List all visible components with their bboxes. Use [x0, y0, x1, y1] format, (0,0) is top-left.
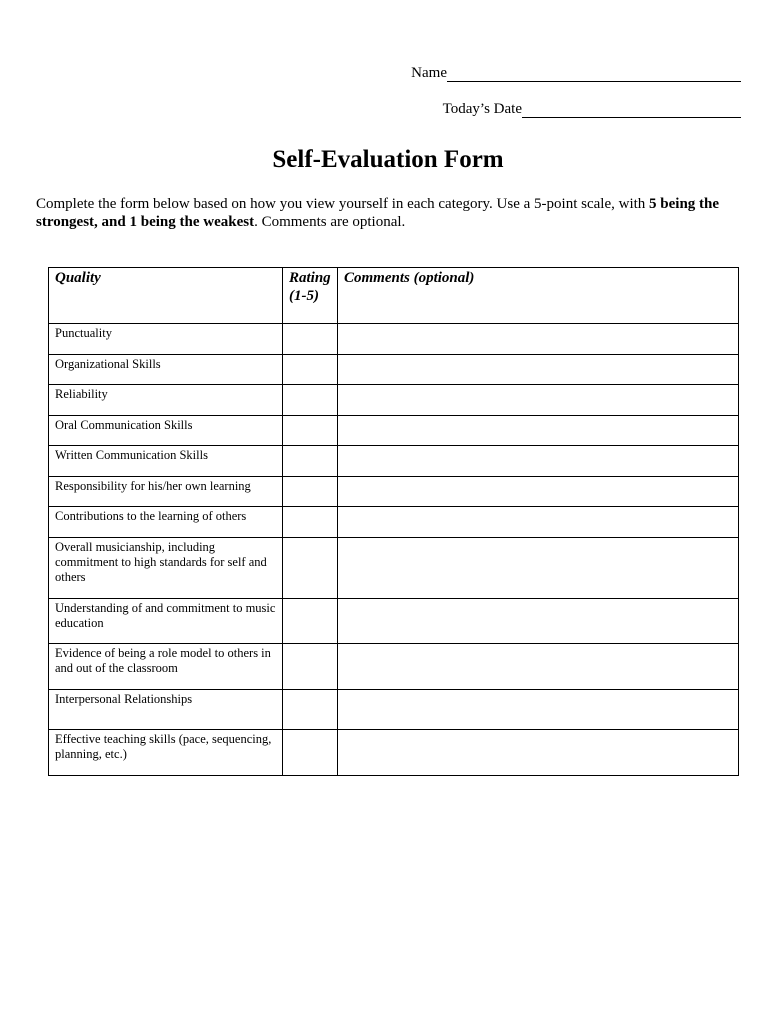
date-field[interactable]	[443, 100, 741, 118]
comments-cell[interactable]	[338, 538, 739, 599]
quality-cell: Written Communication Skills	[49, 446, 283, 477]
date-blank-line[interactable]	[522, 103, 741, 118]
quality-cell: Effective teaching skills (pace, sequencing, planning, etc.)	[49, 730, 283, 776]
comments-cell[interactable]	[338, 507, 739, 538]
quality-cell: Evidence of being a role model to others in and out of the classroom	[49, 644, 283, 690]
quality-cell: Understanding of and commitment to music education	[49, 599, 283, 644]
instructions-text-start: Complete the form below based on how you view yourself in each category. Use a 5-point scale, with	[36, 196, 650, 212]
rating-cell[interactable]	[283, 355, 338, 385]
name-label: Name	[411, 65, 447, 81]
table-row	[49, 477, 739, 507]
quality-cell: Oral Communication Skills	[49, 416, 283, 446]
rating-cell[interactable]	[283, 730, 338, 776]
table-row	[49, 416, 739, 446]
comments-column-header: Comments (optional)	[338, 268, 739, 324]
comments-cell[interactable]	[338, 644, 739, 690]
quality-column-header: Quality	[49, 268, 283, 324]
rating-cell[interactable]	[283, 477, 338, 507]
rating-cell[interactable]	[283, 416, 338, 446]
comments-cell[interactable]	[338, 690, 739, 730]
comments-cell[interactable]	[338, 730, 739, 776]
rating-cell[interactable]	[283, 538, 338, 599]
table-row	[49, 446, 739, 477]
table-row	[49, 690, 739, 730]
comments-cell[interactable]	[338, 416, 739, 446]
rating-cell[interactable]	[283, 507, 338, 538]
comments-cell[interactable]	[338, 599, 739, 644]
comments-cell[interactable]	[338, 385, 739, 416]
rating-header-scale: (1-5)	[289, 287, 319, 304]
table-row	[49, 355, 739, 385]
rating-cell[interactable]	[283, 690, 338, 730]
rating-cell[interactable]	[283, 644, 338, 690]
rating-cell[interactable]	[283, 324, 338, 355]
rating-cell[interactable]	[283, 385, 338, 416]
rating-cell[interactable]	[283, 599, 338, 644]
quality-cell: Reliability	[49, 385, 283, 416]
evaluation-table	[48, 267, 739, 776]
instructions-paragraph	[36, 195, 736, 231]
quality-cell: Interpersonal Relationships	[49, 690, 283, 730]
comments-cell[interactable]	[338, 477, 739, 507]
table-header-row	[49, 268, 739, 324]
rating-header-label: Rating	[289, 270, 331, 286]
comments-cell[interactable]	[338, 355, 739, 385]
table-row	[49, 538, 739, 599]
page-title: Self-Evaluation Form	[272, 146, 504, 173]
table-row	[49, 324, 739, 355]
instructions-scale-emphasis: 5 being the strongest, and 1 being the weakest	[36, 196, 720, 230]
rating-cell[interactable]	[283, 446, 338, 477]
rating-column-header	[283, 268, 338, 324]
quality-cell: Overall musicianship, including commitment to high standards for self and others	[49, 538, 283, 599]
comments-cell[interactable]	[338, 324, 739, 355]
comments-cell[interactable]	[338, 446, 739, 477]
quality-cell: Contributions to the learning of others	[49, 507, 283, 538]
table-row	[49, 599, 739, 644]
instructions-text-end: . Comments are optional.	[254, 214, 406, 230]
date-label: Today’s Date	[442, 101, 522, 117]
table-row	[49, 385, 739, 416]
quality-cell: Responsibility for his/her own learning	[49, 477, 283, 507]
quality-cell: Organizational Skills	[49, 355, 283, 385]
table-row	[49, 507, 739, 538]
name-blank-line[interactable]	[447, 67, 741, 82]
quality-cell: Punctuality	[49, 324, 283, 355]
table-row	[49, 730, 739, 776]
name-field[interactable]	[411, 64, 741, 82]
table-row	[49, 644, 739, 690]
